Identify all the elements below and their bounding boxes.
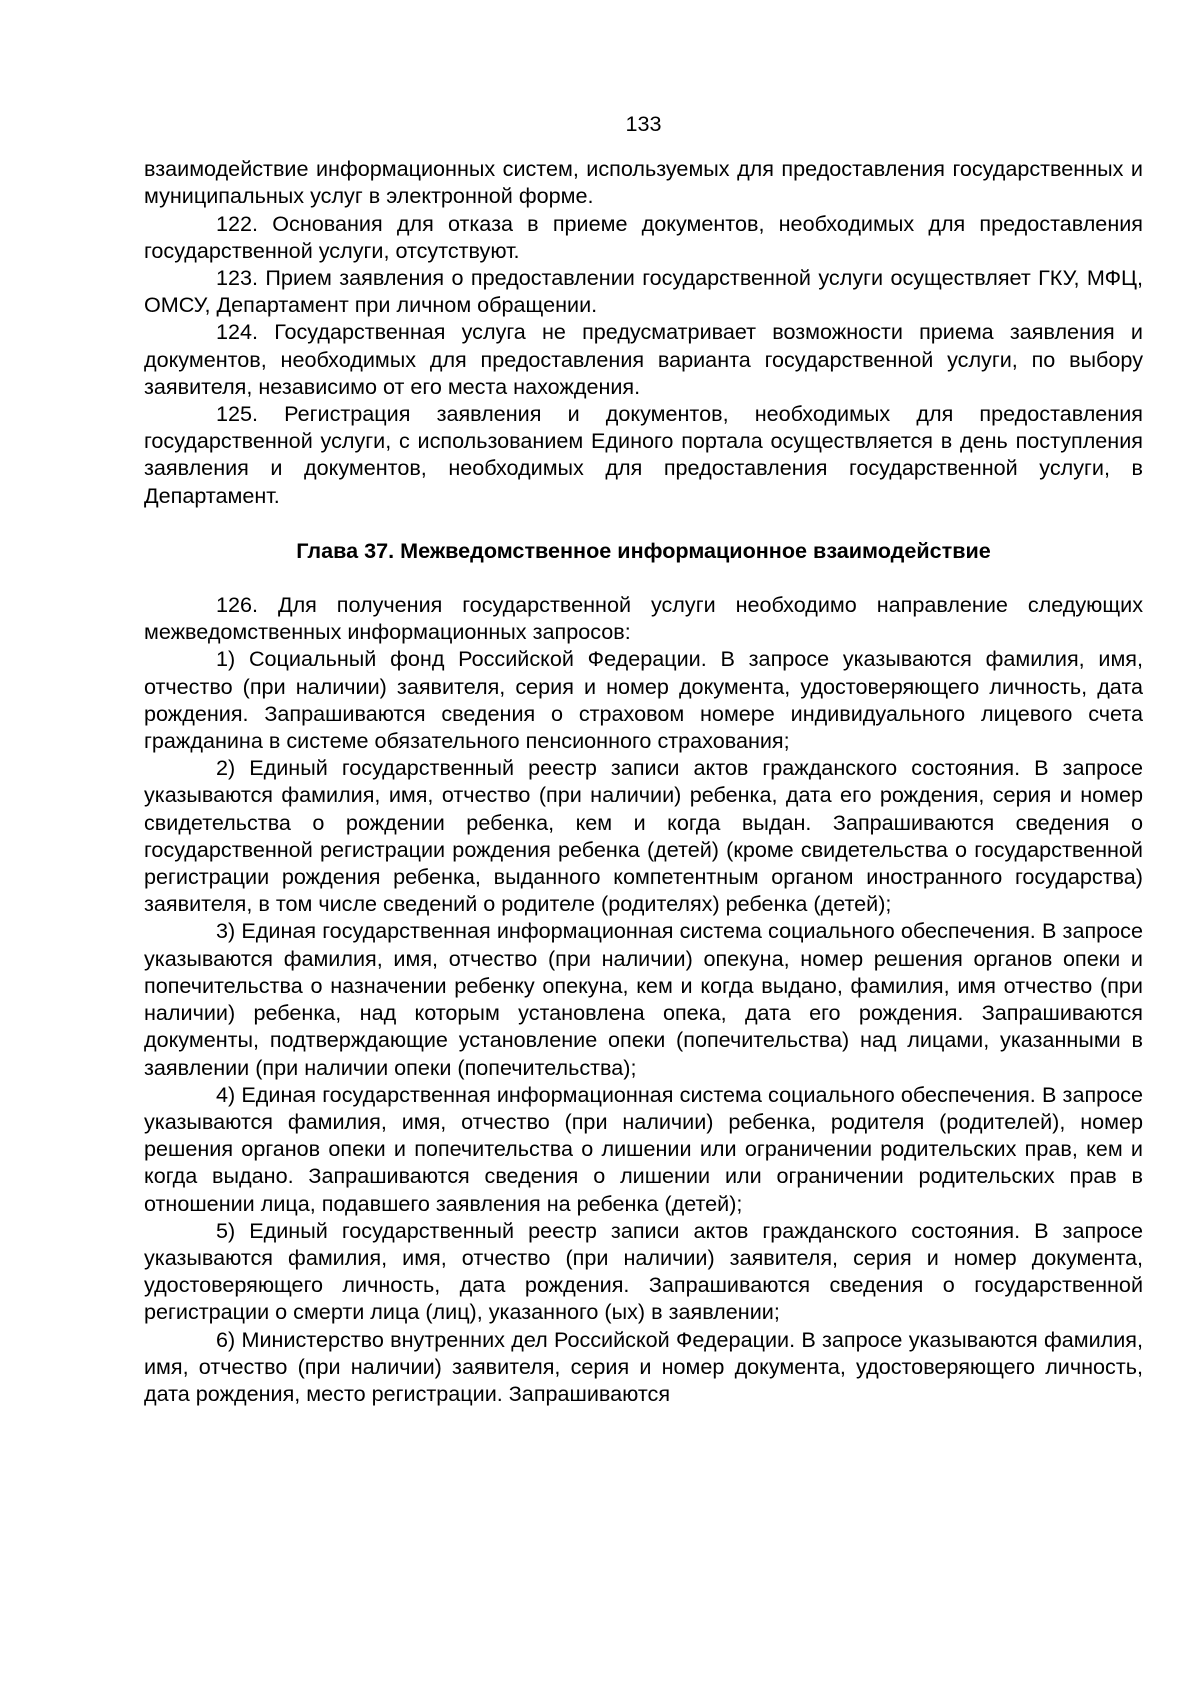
bottom-section xyxy=(144,591,1143,1407)
list-item-6: 6) Министерство внутренних дел Российской Федерации. В запросе указываются фамилия, имя, отчество (при наличии) заявителя, серия и номер документа, удостоверяющего личность, дата рождения, место регистрации. Запрашиваются xyxy=(144,1326,1143,1406)
list-item-2: 2) Единый государственный реестр записи актов гражданского состояния. В запросе указываются фамилия, имя, отчество (при наличии) ребенка, дата его рождения, серия и номер свидетельства о рождении ребенка, кем и когда выдан. Запрашиваются сведения о государственной регистрации рождения ребенка (детей) (кроме свидетельства о государственной регистрации рождения ребенка, выданного компетентным органом иностранного государства) заявителя, в том числе сведений о родителе (родителях) ребенка (детей); xyxy=(144,755,1143,917)
paragraph-continuation: взаимодействие информационных систем, используемых для предоставления государственных и муниципальных услуг в электронной форме. xyxy=(144,156,1143,209)
page-number: 133 xyxy=(625,111,662,136)
paragraph-124: 124. Государственная услуга не предусматривает возможности приема заявления и документов, необходимых для предоставления варианта государственной услуги, по выбору заявителя, независимо от его места нахождения. xyxy=(144,319,1143,399)
list-item-1: 1) Социальный фонд Российской Федерации. В запросе указываются фамилия, имя, отчество (при наличии) заявителя, серия и номер документа, удостоверяющего личность, дата рождения. Запрашиваются сведения о страховом номере индивидуального лицевого счета гражданина в системе обязательного пенсионного страхования; xyxy=(144,646,1143,754)
list-item-4: 4) Единая государственная информационная система социального обеспечения. В запросе указываются фамилия, имя, отчество (при наличии) ребенка, родителя (родителей), номер решения органов опеки и попечительства о лишении или ограничении родительских прав, кем и когда выдано. Запрашиваются сведения о лишении или ограничении родительских прав в отношении лица, подавшего заявления на ребенка (детей); xyxy=(144,1081,1143,1216)
chapter-heading: Глава 37. Межведомственное информационное взаимодействие xyxy=(296,537,991,563)
top-section xyxy=(144,155,1143,509)
paragraph-126: 126. Для получения государственной услуги необходимо направление следующих межведомственных информационных запросов: xyxy=(144,592,1143,645)
paragraph-123: 123. Прием заявления о предоставлении государственной услуги осуществляет ГКУ, МФЦ, ОМСУ, Департамент при личном обращении. xyxy=(144,265,1143,318)
paragraph-125: 125. Регистрация заявления и документов, необходимых для предоставления государственной услуги, с использованием Единого портала осуществляется в день поступления заявления и документов, необходимых для предоставления государственной услуги, в Департамент. xyxy=(144,401,1143,508)
paragraph-122: 122. Основания для отказа в приеме документов, необходимых для предоставления государственной услуги, отсутствуют. xyxy=(144,210,1143,263)
list-item-5: 5) Единый государственный реестр записи актов гражданского состояния. В запросе указываются фамилия, имя, отчество (при наличии) заявителя, серия и номер документа, удостоверяющего личность, дата рождения. Запрашиваются сведения о государственной регистрации о смерти лица (лиц), указанного (ых) в заявлении; xyxy=(144,1217,1143,1325)
list-item-3: 3) Единая государственная информационная система социального обеспечения. В запросе указываются фамилия, имя, отчество (при наличии) опекуна, номер решения органов опеки и попечительства о назначении ребенку опекуна, кем и когда выдано, фамилия, имя отчество (при наличии) ребенка, над которым установлена опека, дата его рождения. Запрашиваются документы, подтверждающие установление опеки (попечительства) над лицами, указанными в заявлении (при наличии опеки (попечительства); xyxy=(144,918,1143,1080)
document-page xyxy=(144,110,1143,1407)
